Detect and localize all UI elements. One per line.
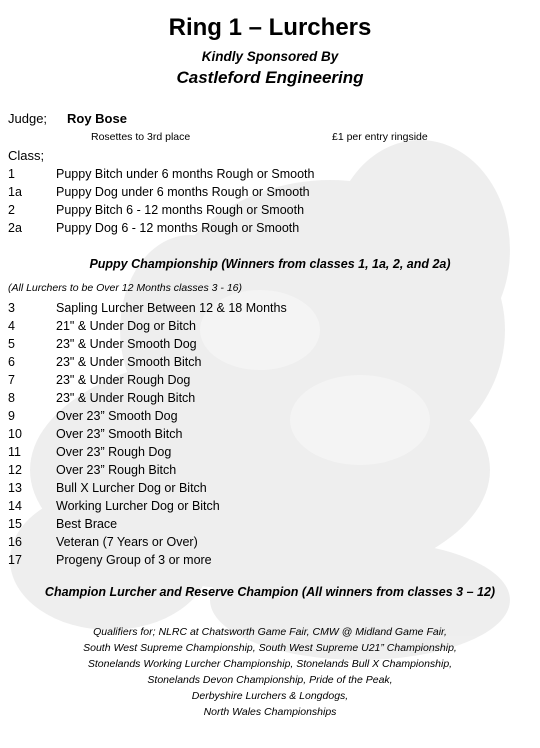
- class-description: Best Brace: [56, 517, 118, 531]
- class-description: Progeny Group of 3 or more: [56, 553, 212, 567]
- puppy-championship-heading: Puppy Championship (Winners from classes 1, 1a, 2, and 2a): [89, 257, 451, 271]
- class-description: Over 23” Smooth Bitch: [56, 427, 183, 441]
- rosettes-note: Rosettes to 3rd place: [91, 131, 191, 143]
- class-description: Puppy Dog 6 - 12 months Rough or Smooth: [56, 221, 300, 235]
- class-description: Over 23” Smooth Dog: [56, 409, 178, 423]
- entry-fee-note: £1 per entry ringside: [332, 131, 428, 143]
- qualifiers-line: Stonelands Working Lurcher Championship, Stonelands Bull X Championship,: [87, 658, 453, 670]
- adult-classes-note: (All Lurchers to be Over 12 Months classes 3 - 16): [8, 282, 243, 294]
- class-number: 16: [8, 535, 22, 549]
- qualifiers-line: Qualifiers for; NLRC at Chatsworth Game Fair, CMW @ Midland Game Fair,: [93, 626, 447, 638]
- class-number: 7: [8, 373, 15, 387]
- qualifiers-line: Derbyshire Lurchers & Longdogs,: [191, 690, 349, 702]
- class-description: Veteran (7 Years or Over): [56, 535, 198, 549]
- qualifiers-line: South West Supreme Championship, South West Supreme U21” Championship,: [83, 642, 457, 654]
- class-number: 9: [8, 409, 15, 423]
- class-number: 17: [8, 553, 22, 567]
- qualifiers-line: Stonelands Devon Championship, Pride of the Peak,: [147, 674, 393, 686]
- ring-title: Ring 1 – Lurchers: [168, 14, 372, 41]
- class-description: 23" & Under Smooth Dog: [56, 337, 197, 351]
- class-number: 8: [8, 391, 15, 405]
- class-number: 11: [8, 445, 21, 459]
- class-number: 6: [8, 355, 15, 369]
- class-description: Puppy Bitch under 6 months Rough or Smooth: [56, 167, 315, 181]
- class-description: Sapling Lurcher Between 12 & 18 Months: [56, 301, 287, 315]
- class-description: Puppy Dog under 6 months Rough or Smooth: [56, 185, 310, 199]
- class-number: 2: [8, 203, 15, 217]
- class-number: 3: [8, 301, 15, 315]
- class-description: 23" & Under Rough Dog: [56, 373, 191, 387]
- class-number: 4: [8, 319, 15, 333]
- class-number: 12: [8, 463, 22, 477]
- class-description: 23" & Under Smooth Bitch: [56, 355, 202, 369]
- sponsor-line: Kindly Sponsored By: [201, 49, 339, 64]
- sponsor-name: Castleford Engineering: [176, 68, 364, 87]
- class-number: 1a: [8, 185, 22, 199]
- judge-name: Roy Bose: [67, 111, 127, 126]
- class-label: Class;: [8, 148, 45, 163]
- champion-heading: Champion Lurcher and Reserve Champion (All winners from classes 3 – 12): [44, 585, 496, 599]
- class-number: 5: [8, 337, 15, 351]
- class-number: 1: [8, 167, 15, 181]
- class-number: 10: [8, 427, 22, 441]
- class-number: 15: [8, 517, 22, 531]
- class-description: 23" & Under Rough Bitch: [56, 391, 196, 405]
- class-number: 2a: [8, 221, 22, 235]
- class-description: Over 23” Rough Bitch: [56, 463, 177, 477]
- judge-label: Judge;: [8, 111, 48, 126]
- class-description: Working Lurcher Dog or Bitch: [56, 499, 220, 513]
- class-description: Puppy Bitch 6 - 12 months Rough or Smooth: [56, 203, 305, 217]
- class-number: 14: [8, 499, 22, 513]
- class-number: 13: [8, 481, 22, 495]
- class-description: 21" & Under Dog or Bitch: [56, 319, 196, 333]
- qualifiers-line: North Wales Championships: [203, 706, 337, 718]
- class-description: Bull X Lurcher Dog or Bitch: [56, 481, 207, 495]
- class-description: Over 23” Rough Dog: [56, 445, 172, 459]
